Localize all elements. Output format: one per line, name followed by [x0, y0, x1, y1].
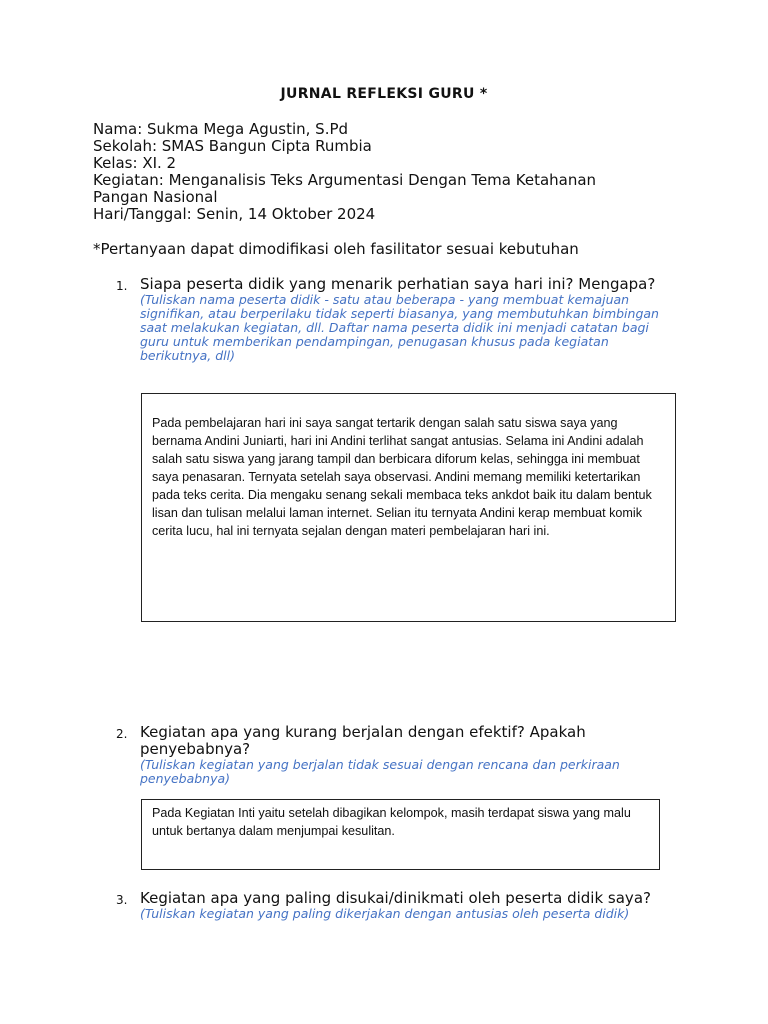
teacher-info [93, 121, 693, 223]
info-nama: Nama: Sukma Mega Agustin, S.Pd [93, 120, 349, 138]
question-3 [116, 890, 676, 921]
question-2 [116, 724, 676, 786]
question-1 [116, 276, 676, 363]
question-number: 2. [116, 727, 128, 741]
question-text: Siapa peserta didik yang menarik perhatian saya hari ini? Mengapa? [140, 275, 656, 293]
info-hari-tanggal: Hari/Tanggal: Senin, 14 Oktober 2024 [93, 205, 376, 223]
document-title: JURNAL REFLEKSI GURU * [280, 86, 488, 102]
info-kegiatan-line2: Pangan Nasional [93, 188, 218, 206]
question-hint: (Tuliskan kegiatan yang paling dikerjakan dengan antusias oleh peserta didik) [140, 906, 630, 921]
info-sekolah: Sekolah: SMAS Bangun Cipta Rumbia [93, 137, 372, 155]
question-hint: (Tuliskan kegiatan yang berjalan tidak sesuai dengan rencana dan perkiraan penyebabnya) [140, 757, 620, 786]
question-text: Kegiatan apa yang kurang berjalan dengan efektif? Apakah penyebabnya? [140, 723, 586, 758]
question-number: 3. [116, 893, 128, 907]
answer-text: Pada Kegiatan Inti yaitu setelah dibagikan kelompok, masih terdapat siswa yang malu untuk bertanya dalam menjumpai kesulitan. [152, 806, 631, 838]
answer-box-1 [141, 393, 676, 622]
question-number: 1. [116, 279, 128, 293]
question-hint: (Tuliskan nama peserta didik - satu atau beberapa - yang membuat kemajuan signifikan, atau berperilaku tidak seperti biasanya, yang membutuhkan bimbingan saat melakukan kegiatan, dll. Daftar nama peserta didik ini menjadi catatan bagi guru untuk memberikan pendampingan, penugasan khusus pada kegiatan berikutnya, dll) [140, 292, 659, 363]
info-kegiatan-line1: Kegiatan: Menganalisis Teks Argumentasi Dengan Tema Ketahanan [93, 171, 597, 189]
answer-text: Pada pembelajaran hari ini saya sangat tertarik dengan salah satu siswa saya yang bernama Andini Juniarti, hari ini Andini terlihat sangat antusias. Selama ini Andini adalah salah satu siswa yang jarang tampil dan berbicara diforum kelas, sehingga ini membuat saya penasaran. Ternyata setelah saya observasi. Andini memang memiliki ketertarikan pada teks cerita. Dia mengaku senang sekali membaca teks ankdot baik itu dalam bentuk lisan dan tulisan melalui laman internet. Selian itu ternyata Andini kerap membuat komik cerita lucu, hal ini ternyata sejalan dengan materi pembelajaran hari ini. [152, 416, 652, 538]
question-text: Kegiatan apa yang paling disukai/dinikmati oleh peserta didik saya? [140, 889, 651, 907]
facilitator-note: *Pertanyaan dapat dimodifikasi oleh fasilitator sesuai kebutuhan [93, 240, 579, 258]
info-kelas: Kelas: XI. 2 [93, 154, 177, 172]
answer-box-2 [141, 799, 660, 870]
